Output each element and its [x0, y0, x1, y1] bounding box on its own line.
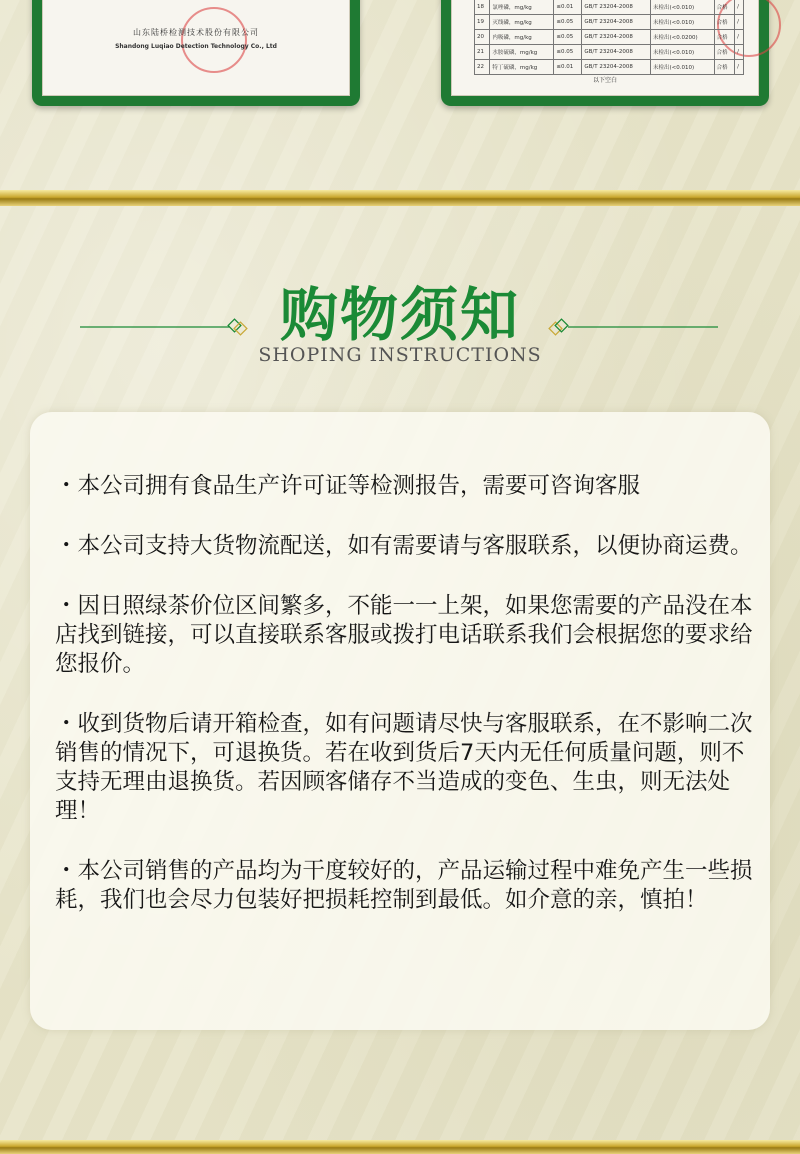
- table-cell: 22: [475, 60, 490, 75]
- certificate-company-cn: 山东陆桥检测技术股份有限公司: [133, 28, 259, 37]
- gold-divider-bottom: [0, 1140, 800, 1154]
- page-subtitle: SHOPING INSTRUCTIONS: [258, 344, 542, 366]
- notice-item: ・收到货物后请开箱检查，如有问题请尽快与客服联系，在不影响二次销售的情况下，可退换货。若在收到货后7天内无任何质量问题，则不支持无理由退换货。若因顾客储存不当造成的变色、生虫，则无法处理！: [55, 711, 753, 824]
- table-cell: 未检出(<0.010): [650, 15, 714, 30]
- notice-item: ・本公司拥有食品生产许可证等检测报告，需要可咨询客服: [55, 473, 641, 499]
- table-cell: 未检出(<0.010): [650, 45, 714, 60]
- table-row: [475, 30, 744, 45]
- table-cell: 合格: [714, 30, 735, 45]
- table-cell: /: [735, 60, 744, 75]
- table-cell: GB/T 23204-2008: [582, 0, 651, 15]
- gold-divider-top: [0, 190, 800, 206]
- section-heading: [0, 280, 800, 380]
- notice-list: [55, 472, 760, 946]
- table-cell: 灭线磷，mg/kg: [490, 15, 554, 30]
- table-cell: 19: [475, 15, 490, 30]
- table-cell: GB/T 23204-2008: [582, 45, 651, 60]
- table-cell: GB/T 23204-2008: [582, 15, 651, 30]
- table-cell: 特丁硫磷，mg/kg: [490, 60, 554, 75]
- table-row: [475, 0, 744, 15]
- certificate-right-paper: [451, 0, 759, 96]
- table-cell: 合格: [714, 45, 735, 60]
- table-cell: 未检出(<0.010): [650, 60, 714, 75]
- table-cell: 18: [475, 0, 490, 15]
- table-cell: 合格: [714, 0, 735, 15]
- page-title: 购物须知: [279, 281, 520, 349]
- table-cell: 氯唑磷，mg/kg: [490, 0, 554, 15]
- certificate-left-paper: [42, 0, 350, 96]
- table-row: [475, 15, 744, 30]
- table-cell: 水胺硫磷，mg/kg: [490, 45, 554, 60]
- certificate-strip: [0, 0, 800, 190]
- table-cell: 合格: [714, 60, 735, 75]
- certificate-left: [32, 0, 360, 106]
- table-cell: 21: [475, 45, 490, 60]
- table-cell: 合格: [714, 15, 735, 30]
- test-results-table: [474, 0, 744, 75]
- table-cell: ≤0.05: [554, 15, 582, 30]
- table-cell: ≤0.01: [554, 0, 582, 15]
- table-cell: 内吸磷，mg/kg: [490, 30, 554, 45]
- table-cell: /: [735, 45, 744, 60]
- notice-card: [30, 412, 770, 1030]
- red-seal-stamp: [181, 7, 247, 73]
- table-cell: GB/T 23204-2008: [582, 30, 651, 45]
- certificate-right: [441, 0, 769, 106]
- table-cell: /: [735, 15, 744, 30]
- table-footer-note: 以下空白: [592, 77, 617, 84]
- certificate-company-en: Shandong Luqiao Detection Technology Co., Ltd: [115, 43, 277, 50]
- notice-item: ・本公司支持大货物流配送，如有需要请与客服联系，以便协商运费。: [55, 533, 753, 559]
- table-cell: /: [735, 0, 744, 15]
- table-cell: 20: [475, 30, 490, 45]
- right-ornament-icon: [548, 317, 718, 337]
- notice-item: ・本公司销售的产品均为干度较好的，产品运输过程中难免产生一些损耗，我们也会尽力包装好把损耗控制到最低。如介意的亲，慎拍！: [55, 858, 753, 913]
- table-cell: 未检出(<0.010): [650, 0, 714, 15]
- table-cell: ≤0.05: [554, 30, 582, 45]
- table-cell: GB/T 23204-2008: [582, 60, 651, 75]
- table-row: [475, 60, 744, 75]
- table-cell: 未检出(<0.0200): [650, 30, 714, 45]
- table-cell: /: [735, 30, 744, 45]
- notice-item: ・因日照绿茶价位区间繁多，不能一一上架，如果您需要的产品没在本店找到链接，可以直接联系客服或拨打电话联系我们会根据您的要求给您报价。: [55, 593, 753, 677]
- table-cell: ≤0.05: [554, 45, 582, 60]
- table-cell: ≤0.01: [554, 60, 582, 75]
- table-row: [475, 45, 744, 60]
